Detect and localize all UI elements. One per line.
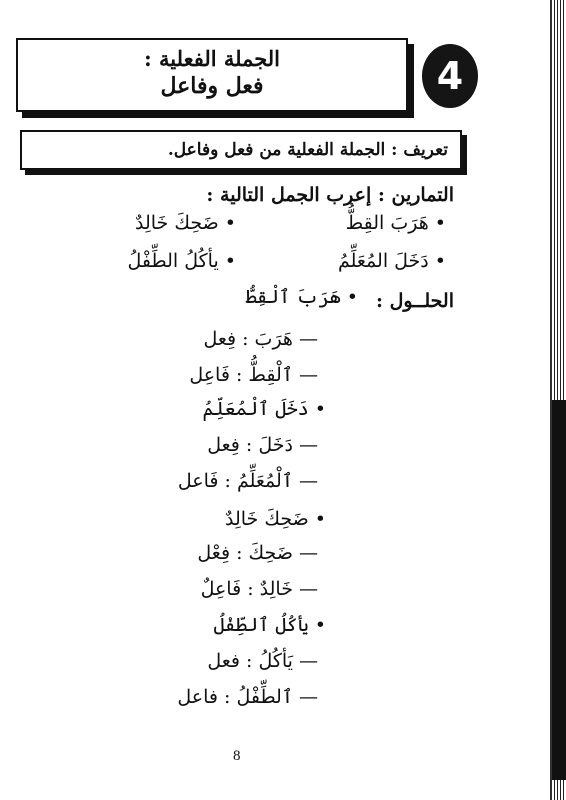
solution-line: — ٱلْقِطُّ : فَاعِل — [189, 364, 318, 386]
definition-box — [20, 130, 462, 170]
solution-line: — ٱلْمُعَلِّمُ : فَاعل — [177, 470, 318, 492]
solution-line: — خَالِدٌ : فَاعِلٌ — [200, 578, 318, 600]
solution-sentence: • دَخَلَ ٱلْمُعَلِّمُ — [202, 398, 326, 420]
exercise-item: • ضَحِكَ خَالِدٌ — [135, 212, 236, 234]
exercise-item: • يأكُلُ الطِّفْلُ — [127, 250, 236, 272]
solution-sentence: • يأكُلُ ٱلطِّفْلُ — [213, 614, 326, 636]
lesson-title-line2: فعل وفاعل — [160, 73, 264, 99]
definition-text: تعريف : الجملة الفعلية من فعل وفاعل. — [167, 140, 448, 160]
solution-line: — يَأكُلُ : فعل — [207, 650, 318, 672]
solution-sentence: • ضَحِكَ خَالِدٌ — [225, 508, 326, 530]
solution-sentence: • هَرَبَ ٱلْقِطُّ — [245, 286, 358, 308]
lesson-title-box — [16, 38, 408, 112]
exercise-item: • دَخَلَ المُعَلِّمُ — [337, 250, 446, 272]
page-number: 8 — [233, 748, 241, 764]
book-binding-shadow — [552, 400, 566, 780]
solution-line: — دَخَلَ : فِعل — [207, 434, 318, 456]
solution-line: — ٱلطِّفْلُ : فاعل — [177, 686, 318, 708]
solutions-label: الحلــول : — [375, 290, 454, 312]
solution-line: — هَرَبَ : فِعل — [203, 328, 318, 350]
lesson-title-line1: الجملة الفعلية : — [143, 46, 281, 71]
exercises-heading: التمارين : إعرب الجمل التالية : — [206, 184, 454, 206]
exercise-item: • هَرَبَ القِطُّ — [345, 212, 446, 234]
lesson-number-badge: 4 — [422, 44, 478, 108]
solution-line: — ضَحِكَ : فِعْل — [197, 542, 318, 564]
